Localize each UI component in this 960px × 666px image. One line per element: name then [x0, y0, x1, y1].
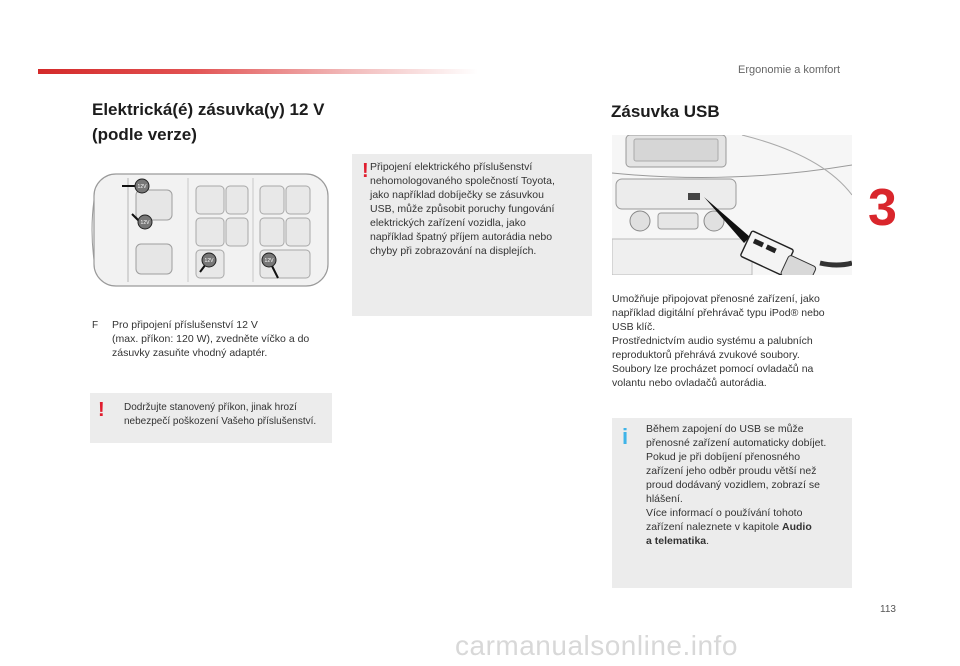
header-accent-bar [38, 69, 478, 74]
power-warning-box [90, 393, 332, 443]
section-title-sockets-line2: (podle verze) [92, 125, 197, 144]
section-title-sockets-line1: Elektrická(é) zásuvka(y) 12 V [92, 100, 325, 119]
info-line: zařízení jeho odběr proudu větší než [646, 465, 817, 477]
warning-line: elektrických zařízení vozidla, jako [370, 217, 526, 229]
usb-info-box [612, 418, 852, 588]
accessory-warning-text [370, 160, 590, 258]
section-title-usb: Zásuvka USB [611, 102, 720, 121]
van-top-view-illustration [88, 160, 338, 300]
warning-line: například špatný příjem autorádia nebo [370, 231, 553, 243]
accessory-warning-box [352, 154, 592, 316]
info-line: Během zapojení do USB se může [646, 423, 804, 435]
usb-line: Prostřednictvím audio systému a palubních [612, 335, 813, 347]
usb-line: volantu nebo ovladačů autorádia. [612, 377, 767, 389]
warning-icon: ! [98, 399, 105, 421]
instruction-line: Pro připojení příslušenství 12 V [112, 319, 258, 331]
usb-line: USB klíč. [612, 321, 656, 333]
bullet-symbol: F [92, 320, 99, 331]
info-line: Pokud je při dobíjení přenosného [646, 451, 801, 463]
warning-line: chyby při zobrazování na displejích. [370, 245, 537, 257]
usb-port [688, 193, 700, 200]
warning-icon: ! [362, 160, 369, 182]
usb-description [612, 292, 852, 390]
info-line: přenosné zařízení automaticky dobíjet. [646, 437, 827, 449]
warning-line: nehomologovaného společností Toyota, [370, 175, 555, 187]
chapter-link-telematika: a telematika [646, 535, 707, 547]
instruction-line: zásuvky zasuňte vhodný adaptér. [112, 347, 268, 359]
warning-line: jako například dobíječky se zásuvkou [370, 189, 544, 201]
instruction-line: (max. příkon: 120 W), zvedněte víčko a do [112, 333, 310, 345]
power-warning-text [124, 401, 328, 429]
info-line-text: zařízení naleznete v kapitole [646, 521, 782, 533]
dashboard-usb-illustration [612, 135, 852, 275]
socket-label-3: 12V [204, 258, 214, 264]
warning-line: nebezpečí poškození Vašeho příslušenství. [124, 416, 317, 427]
warning-line: Dodržujte stanovený příkon, jinak hrozí [124, 402, 297, 413]
info-line [646, 534, 850, 548]
usb-line: Soubory lze procházet pomocí ovladačů na [612, 363, 814, 375]
usb-info-text [646, 422, 850, 548]
usb-port-figure [612, 135, 852, 275]
info-line-end: . [706, 535, 710, 547]
instruction-text [112, 318, 342, 360]
info-line [646, 520, 850, 534]
chapter-link-audio: Audio [782, 521, 812, 533]
socket-label-1: 12V [137, 184, 147, 190]
socket-label-2: 12V [140, 220, 150, 226]
warning-line: USB, může způsobit poruchy fungování [370, 203, 555, 215]
vehicle-12v-sockets-figure [88, 160, 338, 300]
socket-label-4: 12V [264, 258, 274, 264]
info-icon: i [622, 424, 629, 449]
usb-line: reproduktorů přehrává zvukové soubory. [612, 349, 800, 361]
usb-line: například digitální přehrávač typu iPod® nebo [612, 307, 825, 319]
watermark: carmanualsonline.info [455, 630, 738, 661]
warning-line: Připojení elektrického příslušenství [370, 161, 533, 173]
page-number: 113 [880, 604, 896, 615]
usb-line: Umožňuje připojovat přenosné zařízení, jako [612, 293, 820, 305]
info-line: hlášení. [646, 493, 683, 505]
info-line: Více informací o používání tohoto [646, 507, 803, 519]
section-label: Ergonomie a komfort [738, 64, 841, 76]
info-line: proud dodávaný vozidlem, zobrazí se [646, 479, 820, 491]
chapter-number: 3 [868, 179, 897, 237]
